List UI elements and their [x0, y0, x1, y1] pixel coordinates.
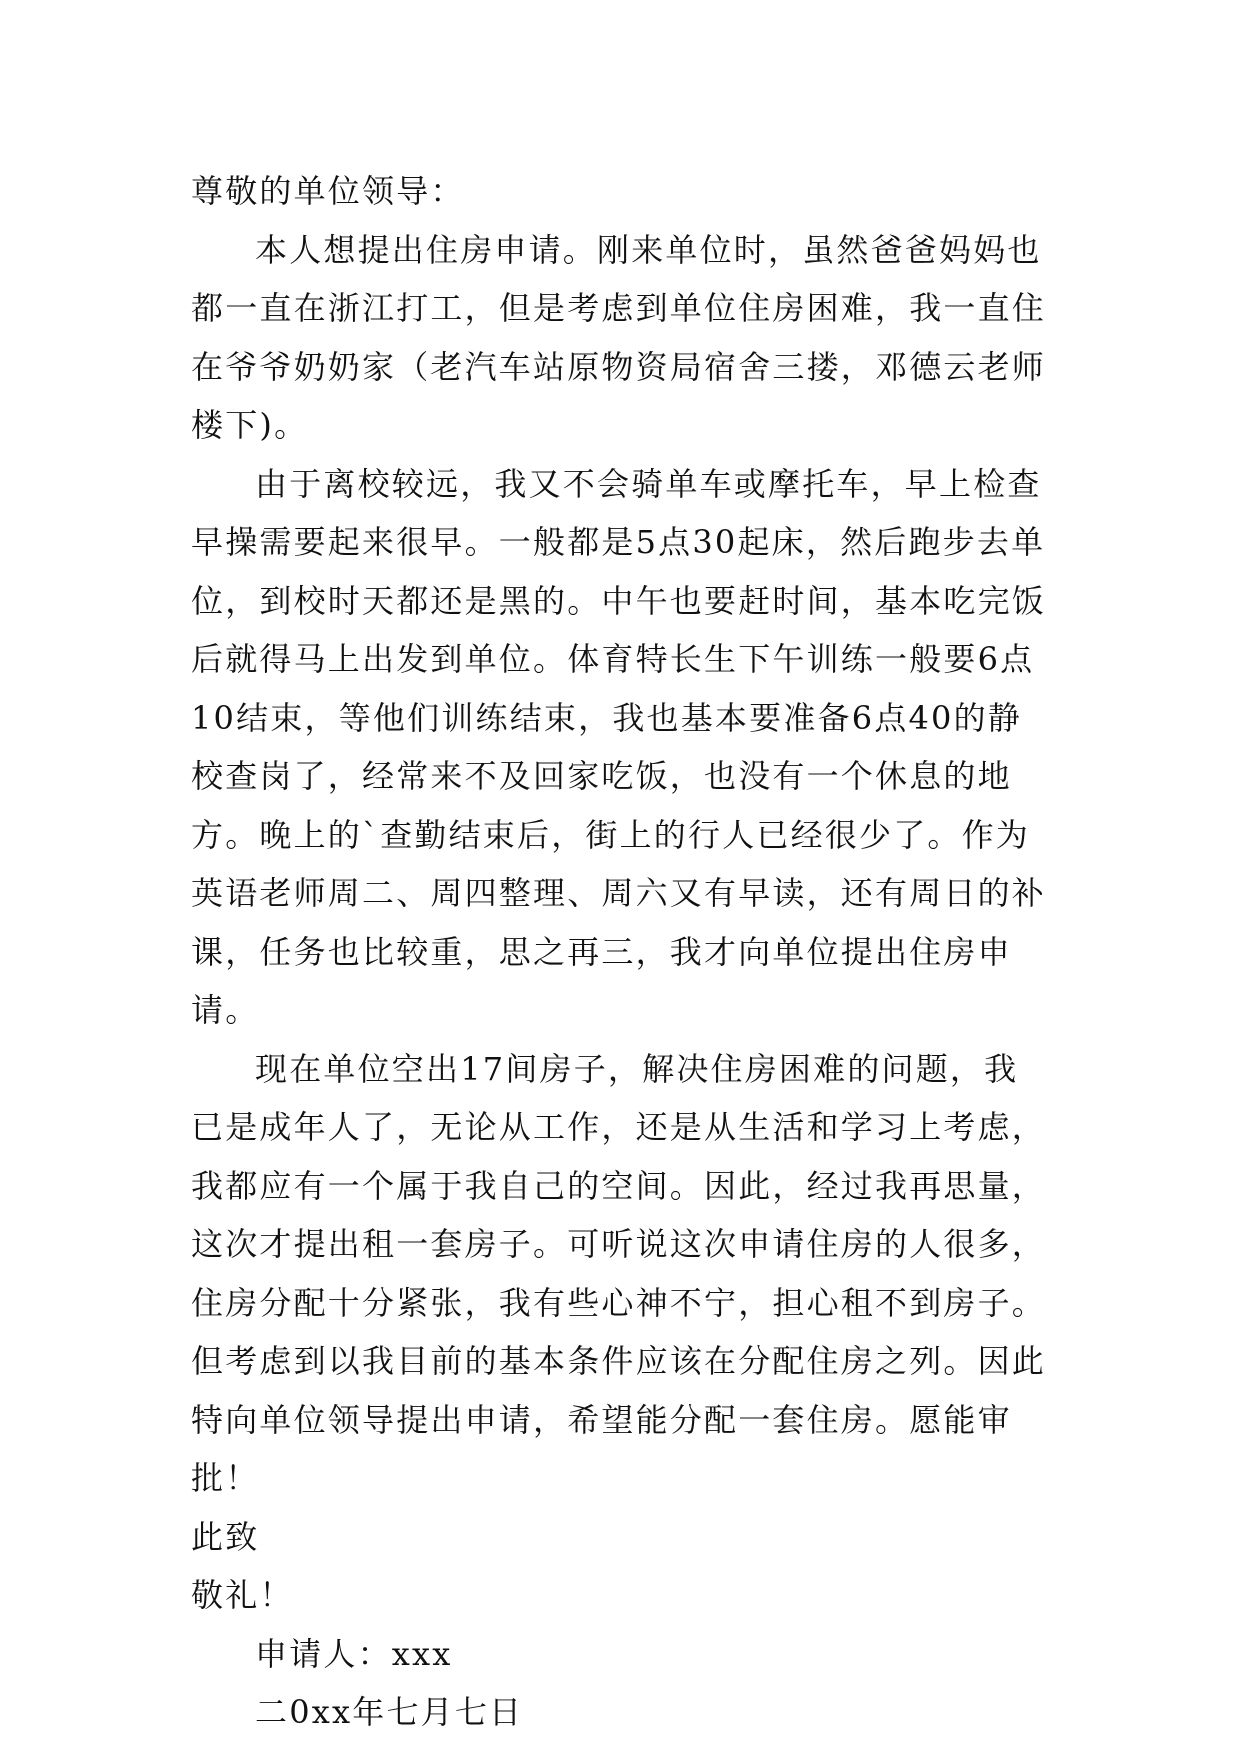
paragraph-3: 现在单位空出17间房子，解决住房困难的问题，我已是成年人了，无论从工作，还是从生活和学习上考虑，我都应有一个属于我自己的空间。因此，经过我再思量，这次才提出租一套房子。可听说这次申请住房的人很多，住房分配十分紧张，我有些心神不宁，担心租不到房子。但考虑到以我目前的基本条件应该在分配住房之列。因此特向单位领导提出申请，希望能分配一套住房。愿能审批！ [191, 1049, 1047, 1497]
closing-line-1: 此致 [191, 1517, 260, 1556]
salutation: 尊敬的单位领导： [191, 172, 465, 210]
closing-line-2: 敬礼！ [191, 1576, 294, 1614]
letter-date: 二0xx年七月七日 [255, 1693, 524, 1731]
letter-body [191, 162, 1051, 1742]
applicant-signature: 申请人：xxx [255, 1634, 453, 1673]
paragraph-1: 本人想提出住房申请。刚来单位时，虽然爸爸妈妈也都一直在浙江打工，但是考虑到单位住房困难，我一直住在爷爷奶奶家（老汽车站原物资局宿舍三搂，邓德云老师楼下)。 [191, 230, 1047, 444]
paragraph-2: 由于离校较远，我又不会骑单车或摩托车，早上检查早操需要起来很早。一般都是5点30起床，然后跑步去单位，到校时天都还是黑的。中午也要赶时间，基本吃完饭后就得马上出发到单位。体育特长生下午训练一般要6点10结束，等他们训练结束，我也基本要准备6点40的静校查岗了，经常来不及回家吃饭，也没有一个休息的地方。晚上的`查勤结束后，街上的行人已经很少了。作为英语老师周二、周四整理、周六又有早读，还有周日的补课，任务也比较重，思之再三，我才向单位提出住房申请。 [191, 464, 1047, 1029]
